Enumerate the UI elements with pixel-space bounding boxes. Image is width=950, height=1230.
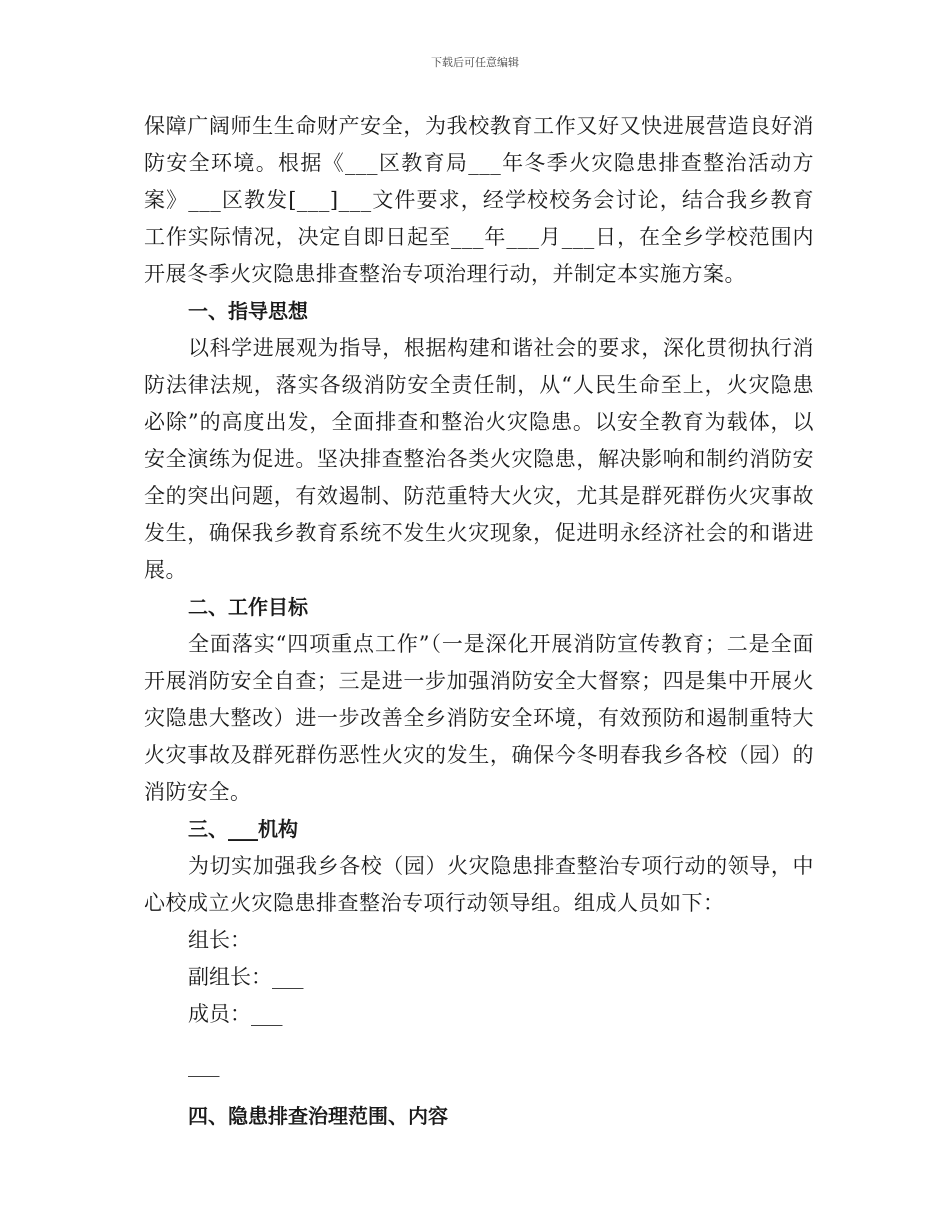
leader-line: 组长：	[188, 928, 251, 952]
spacer	[144, 1033, 814, 1047]
spacer	[144, 1084, 814, 1098]
document-body	[144, 108, 814, 1135]
blank-line: ___	[188, 1053, 220, 1077]
section-heading-guiding-thought: 一、指导思想	[188, 299, 308, 323]
section-heading-scope: 四、隐患排查治理范围、内容	[188, 1104, 448, 1128]
organization-paragraph: 为切实加强我乡各校（园）火灾隐患排查整治专项行动的领导，中心校成立火灾隐患排查整治专项行动领导组。组成人员如下：	[144, 854, 814, 915]
intro-paragraph: 保障广阔师生生命财产安全，为我校教育工作又好又快进展营造良好消防安全环境。根据《___区教育局___年冬季火灾隐患排查整治活动方案》___区教发[___]___文件要求，经学校校务会讨论，结合我乡教育工作实际情况，决定自即日起至___年___月___日，在全乡学校范围内开展冬季火灾隐患排查整治专项治理行动，并制定本实施方案。	[144, 114, 814, 286]
work-goals-paragraph: 全面落实“四项重点工作”（一是深化开展消防宣传教育；二是全面开展消防安全自查；三是进一步加强消防安全大督察；四是集中开展火灾隐患大整改）进一步改善全乡消防安全环境，有效预防和遏制重特大火灾事故及群死群伤恶性火灾的发生，确保今冬明春我乡各校（园）的消防安全。	[144, 632, 814, 804]
section-heading-organization: 三、___机构	[188, 817, 298, 841]
header-note: 下载后可任意编辑	[431, 56, 519, 69]
section-heading-work-goals: 二、工作目标	[188, 595, 308, 619]
guiding-thought-paragraph: 以科学进展观为指导，根据构建和谐社会的要求，深化贯彻执行消防法律法规，落实各级消防安全责任制，从“人民生命至上，火灾隐患必除”的高度出发，全面排查和整治火灾隐患。以安全教育为载体，以安全演练为促进。坚决排查整治各类火灾隐患，解决影响和制约消防安全的突出问题，有效遏制、防范重特大火灾，尤其是群死群伤火灾事故发生，确保我乡教育系统不发生火灾现象，促进明永经济社会的和谐进展。	[144, 336, 814, 582]
members-line: 成员：___	[188, 1002, 283, 1026]
vice-leader-line: 副组长：___	[188, 965, 304, 989]
